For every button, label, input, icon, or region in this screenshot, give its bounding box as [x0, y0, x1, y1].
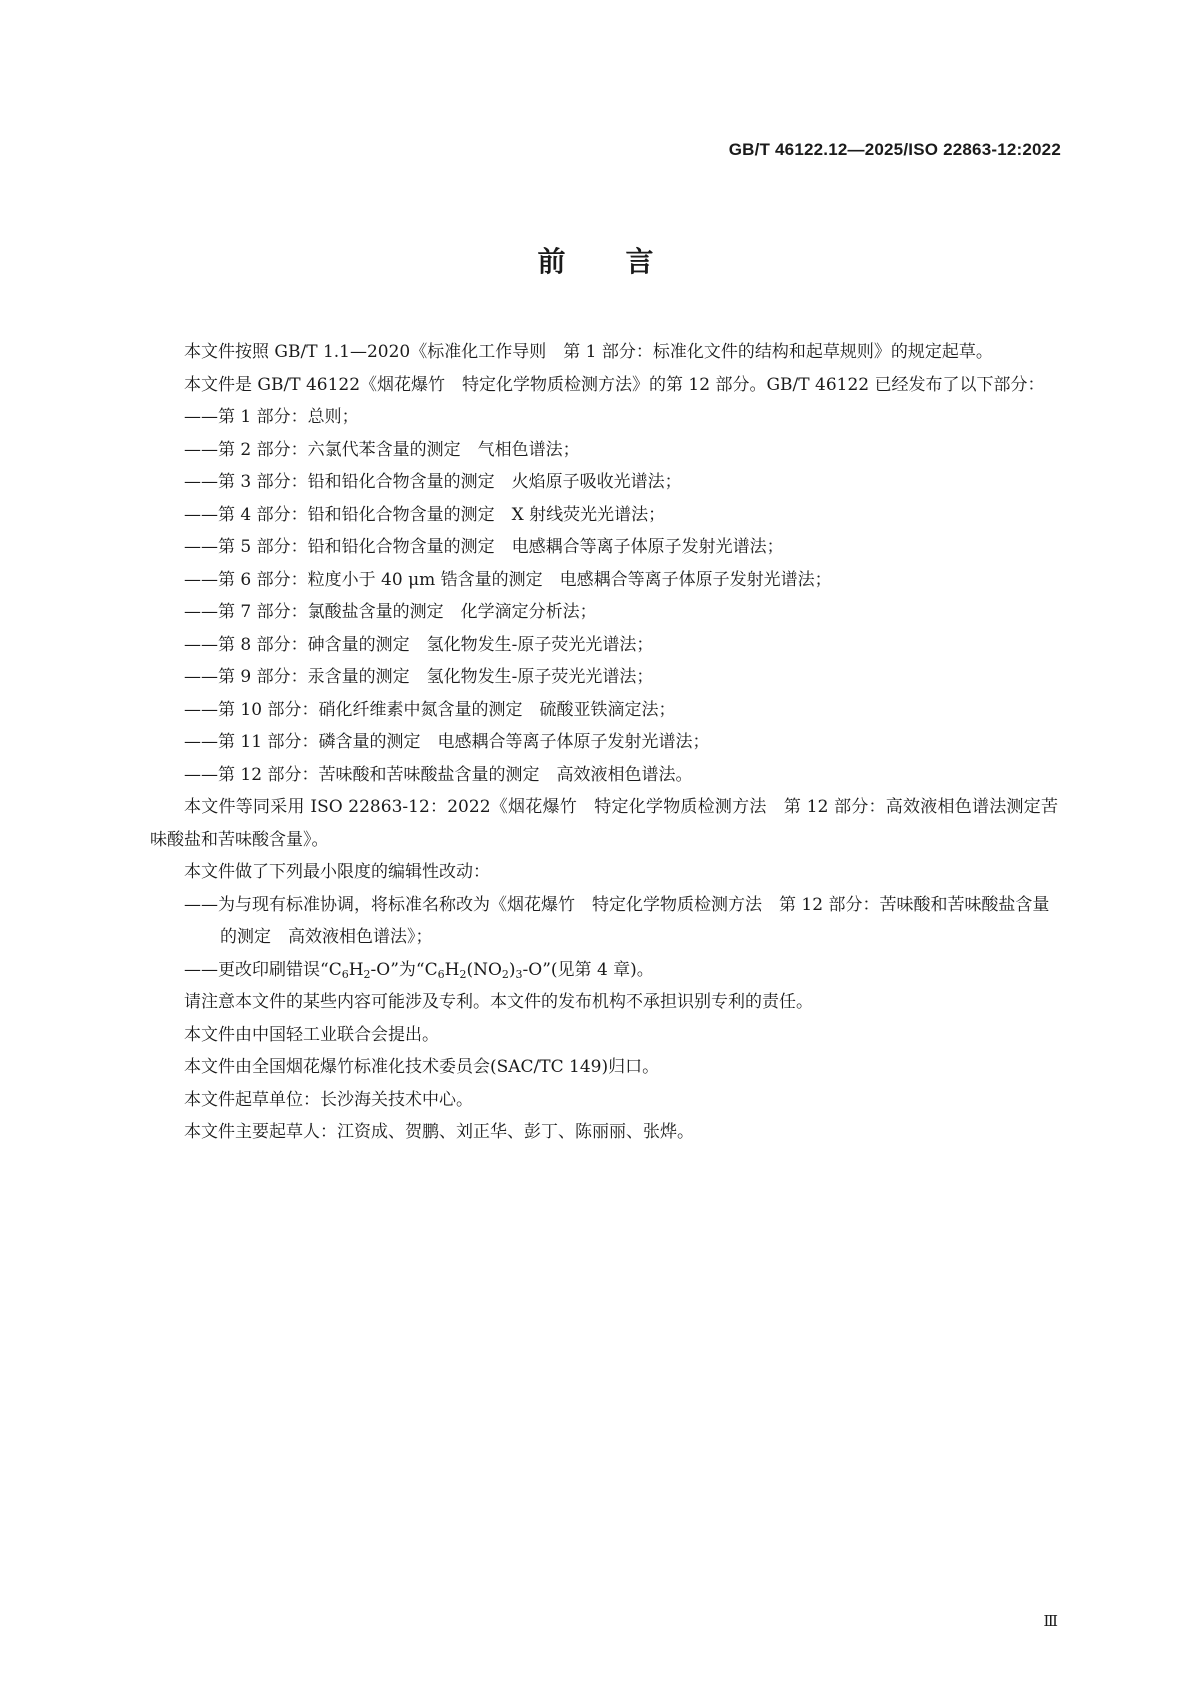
- standard-number: GB/T 46122.12—2025/ISO 22863-12:2022: [728, 140, 1061, 159]
- page-title: 前言: [537, 245, 714, 278]
- list-item: ——第 1 部分：总则；: [184, 407, 359, 427]
- list-item: ——第 9 部分：汞含量的测定 氢化物发生-原子荧光光谱法；: [184, 667, 654, 687]
- list-item: ——第 4 部分：铅和铅化合物含量的测定 X 射线荧光光谱法；: [184, 504, 666, 525]
- paragraph-editorial-changes: 本文件做了下列最小限度的编辑性改动：: [184, 862, 490, 882]
- list-item: ——第 12 部分：苦味酸和苦味酸盐含量的测定 高效液相色谱法。: [184, 764, 693, 785]
- list-item-typo-correction: ——更改印刷错误“$C_6H_2-O$”为“$C_6H_2(NO_2)_3-O$”(见第 4 章)。: [184, 959, 654, 981]
- paragraph-series-intro: 本文件是 GB/T 46122《烟花爆竹 特定化学物质检测方法》的第 12 部分。GB/T 46122 已经发布了以下部分：: [184, 374, 1045, 395]
- list-item-title-change: ——为与现有标准协调，将标准名称改为《烟花爆竹 特定化学物质检测方法 第 12 部分：苦味酸和苦味酸盐含量的测定 高效液相色谱法》；: [184, 894, 1050, 947]
- list-item: ——第 5 部分：铅和铅化合物含量的测定 电感耦合等离子体原子发射光谱法；: [184, 537, 784, 557]
- list-item: ——第 2 部分：六氯代苯含量的测定 气相色谱法；: [184, 439, 580, 460]
- list-item: ——第 3 部分：铅和铅化合物含量的测定 火焰原子吸收光谱法；: [184, 472, 682, 492]
- paragraph-drafters: 本文件主要起草人：江资成、贺鹏、刘正华、彭丁、陈丽丽、张烨。: [184, 1122, 694, 1142]
- page-number: Ⅲ: [1043, 1612, 1058, 1630]
- list-item: ——第 11 部分：磷含量的测定 电感耦合等离子体原子发射光谱法；: [184, 732, 710, 752]
- paragraph-drafting-rules: 本文件按照 GB/T 1.1—2020《标准化工作导则 第 1 部分：标准化文件的结构和起草规则》的规定起草。: [184, 342, 993, 362]
- list-item: ——第 7 部分：氯酸盐含量的测定 化学滴定分析法；: [184, 602, 597, 622]
- paragraph-proposer: 本文件由中国轻工业联合会提出。: [184, 1024, 439, 1045]
- paragraph-drafting-unit: 本文件起草单位：长沙海关技术中心。: [184, 1089, 473, 1110]
- paragraph-iso-adoption: 本文件等同采用 ISO 22863-12：2022《烟花爆竹 特定化学物质检测方法 第 12 部分：高效液相色谱法测定苦味酸盐和苦味酸含量》。: [150, 797, 1058, 850]
- list-item: ——第 10 部分：硝化纤维素中氮含量的测定 硫酸亚铁滴定法；: [184, 699, 676, 720]
- paragraph-patent-notice: 请注意本文件的某些内容可能涉及专利。本文件的发布机构不承担识别专利的责任。: [184, 992, 813, 1012]
- list-item: ——第 8 部分：砷含量的测定 氢化物发生-原子荧光光谱法；: [184, 634, 654, 655]
- parts-list: [150, 401, 1058, 791]
- changes-list: [150, 889, 1058, 987]
- foreword-body: [150, 336, 1058, 1149]
- list-item: ——第 6 部分：粒度小于 40 μm 锆含量的测定 电感耦合等离子体原子发射光谱法；: [184, 569, 832, 590]
- paragraph-committee: 本文件由全国烟花爆竹标准化技术委员会(SAC/TC 149)归口。: [184, 1057, 660, 1077]
